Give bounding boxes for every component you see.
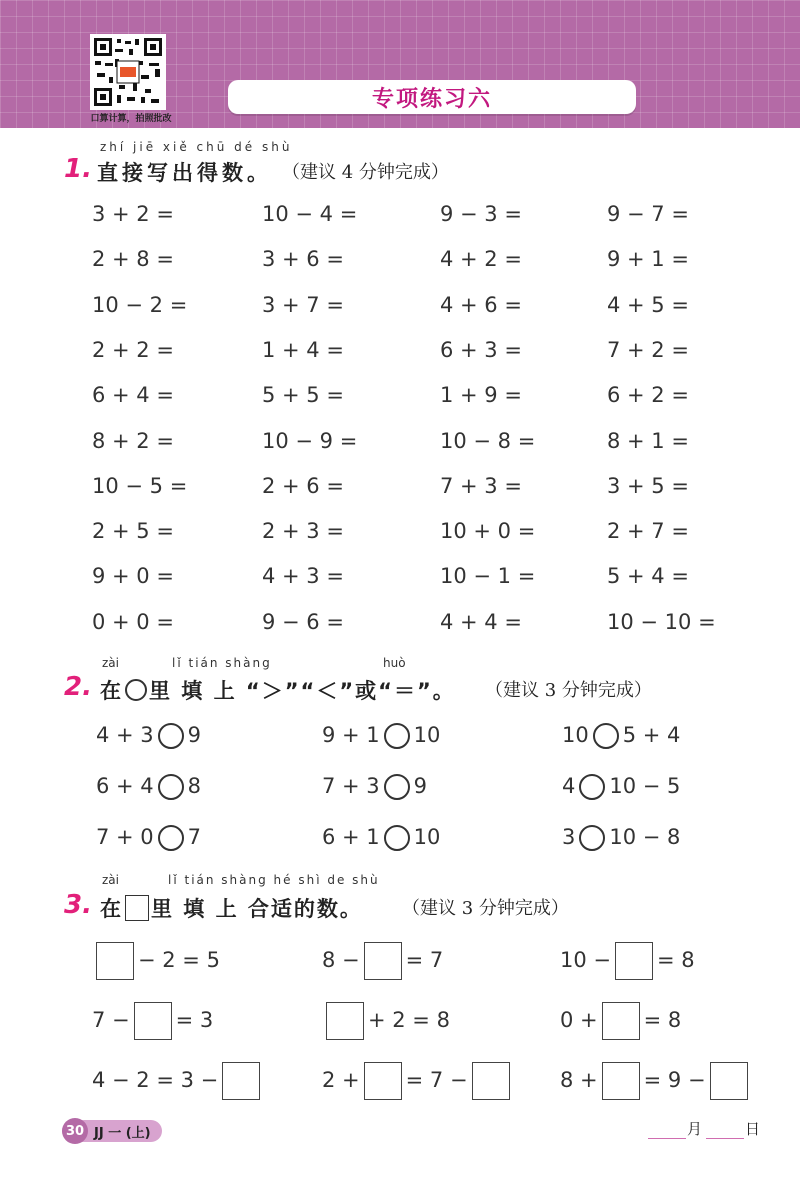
fill-text: = 9 − (643, 1068, 706, 1092)
equation[interactable]: 2 + 5 = (92, 519, 174, 543)
answer-circle[interactable] (158, 723, 184, 749)
equation[interactable]: 10 − 9 = (262, 429, 358, 453)
fill-item (322, 942, 443, 980)
qr-caption: 口算计算，拍照批改 (90, 114, 172, 124)
compare-right: 10 − 8 (609, 825, 681, 849)
equation[interactable]: 2 + 8 = (92, 247, 174, 271)
section2-title (100, 675, 456, 705)
page-number: 30 (62, 1118, 88, 1144)
answer-box[interactable] (710, 1062, 748, 1100)
box-symbol-icon (125, 895, 149, 921)
equation[interactable]: 9 + 0 = (92, 564, 174, 588)
month-line[interactable] (648, 1138, 686, 1139)
section2-number: 2. (64, 672, 92, 702)
compare-left: 3 (562, 825, 576, 849)
equation[interactable]: 4 + 3 = (262, 564, 344, 588)
book-code: JJ 一 (上) (94, 1126, 151, 1141)
section3-hint: （建议 3 分钟完成） (402, 898, 569, 919)
compare-right: 10 − 5 (609, 774, 681, 798)
equation[interactable]: 3 + 5 = (607, 474, 689, 498)
compare-item (96, 771, 201, 801)
fill-item (322, 1002, 450, 1040)
compare-right: 10 (413, 723, 441, 747)
section2-pinyin-huo: huò (383, 656, 406, 670)
equation[interactable]: 0 + 0 = (92, 610, 174, 634)
equation[interactable]: 9 − 3 = (440, 202, 522, 226)
compare-item (96, 720, 201, 750)
compare-item (322, 822, 440, 852)
compare-left: 7 + 0 (96, 825, 154, 849)
compare-item (562, 822, 680, 852)
equation[interactable]: 9 + 1 = (607, 247, 689, 271)
fill-item (560, 1002, 681, 1040)
compare-left: 6 + 1 (322, 825, 380, 849)
equation[interactable]: 2 + 2 = (92, 338, 174, 362)
answer-box[interactable] (602, 1002, 640, 1040)
page-title: 专项练习六 (371, 86, 492, 112)
compare-left: 6 + 4 (96, 774, 154, 798)
fill-item (560, 942, 695, 980)
fill-item (560, 1062, 752, 1100)
compare-right: 5 + 4 (622, 723, 681, 747)
title-banner (228, 80, 636, 114)
answer-circle[interactable] (384, 723, 410, 749)
day-line[interactable] (706, 1138, 744, 1139)
compare-right: 7 (187, 825, 202, 849)
answer-circle[interactable] (158, 774, 184, 800)
fill-item (92, 942, 220, 980)
title-rest: 里 填 上 合适的数。 (151, 897, 363, 921)
equation[interactable]: 3 + 2 = (92, 202, 174, 226)
section3-number: 3. (64, 890, 92, 920)
title-mid: 里 填 上 “＞”“＜” (149, 679, 356, 703)
equation[interactable]: 6 + 4 = (92, 383, 174, 407)
compare-item (322, 720, 440, 750)
section2-pinyin-zai: zài (102, 656, 119, 670)
answer-circle[interactable] (384, 774, 410, 800)
compare-right: 10 (413, 825, 441, 849)
equation[interactable]: 3 + 7 = (262, 293, 344, 317)
compare-left: 4 (562, 774, 576, 798)
equation[interactable]: 2 + 6 = (262, 474, 344, 498)
equation[interactable]: 8 + 1 = (607, 429, 689, 453)
month-label: 月 (687, 1120, 703, 1138)
fill-text: 7 − (92, 1008, 130, 1032)
equation[interactable]: 4 + 6 = (440, 293, 522, 317)
fill-item (92, 1002, 213, 1040)
equation[interactable]: 9 − 7 = (607, 202, 689, 226)
fill-text: 0 + (560, 1008, 598, 1032)
fill-text: = 3 (175, 1008, 214, 1032)
compare-item (322, 771, 427, 801)
compare-left: 4 + 3 (96, 723, 154, 747)
qr-code[interactable] (90, 34, 166, 110)
equation[interactable]: 3 + 6 = (262, 247, 344, 271)
equation[interactable]: 5 + 5 = (262, 383, 344, 407)
equation[interactable]: 10 − 1 = (440, 564, 536, 588)
answer-box[interactable] (472, 1062, 510, 1100)
fill-text: = 7 (405, 948, 444, 972)
title-char-huo: 或 (355, 679, 379, 703)
equation[interactable]: 10 − 10 = (607, 610, 716, 634)
answer-circle[interactable] (579, 825, 605, 851)
equation[interactable]: 2 + 3 = (262, 519, 344, 543)
compare-left: 10 (562, 723, 589, 747)
compare-item (96, 822, 201, 852)
fill-text: 4 − 2 = 3 − (92, 1068, 219, 1092)
section1-title: 直接写出得数。 (97, 161, 272, 185)
title-char-zai: 在 (100, 679, 123, 703)
equation[interactable]: 4 + 4 = (440, 610, 522, 634)
section2-hint: （建议 3 分钟完成） (485, 680, 652, 701)
equation[interactable]: 7 + 3 = (440, 474, 522, 498)
answer-box[interactable] (326, 1002, 364, 1040)
fill-item (92, 1062, 264, 1100)
equation[interactable]: 9 − 6 = (262, 610, 344, 634)
fill-item (322, 1062, 514, 1100)
fill-text: − 2 = 5 (138, 948, 220, 972)
fill-text: = 8 (657, 948, 695, 972)
compare-right: 9 (413, 774, 428, 798)
equation[interactable]: 10 − 2 = (92, 293, 188, 317)
equation[interactable]: 4 + 5 = (607, 293, 689, 317)
equation[interactable]: 10 + 0 = (440, 519, 536, 543)
equation[interactable]: 10 − 8 = (440, 429, 536, 453)
title-char-zai: 在 (100, 897, 123, 921)
equation[interactable]: 1 + 4 = (262, 338, 344, 362)
fill-text: = 7 − (405, 1068, 468, 1092)
compare-item (562, 720, 680, 750)
compare-left: 9 + 1 (322, 723, 380, 747)
fill-text: 8 − (322, 948, 360, 972)
equation[interactable]: 1 + 9 = (440, 383, 522, 407)
section1-number: 1. (64, 154, 92, 184)
section3-pinyin-rest: lǐ tián shàng hé shì de shù (168, 873, 380, 887)
answer-box[interactable] (222, 1062, 260, 1100)
answer-box[interactable] (96, 942, 134, 980)
fill-text: 8 + (560, 1068, 598, 1092)
equation[interactable]: 10 − 4 = (262, 202, 358, 226)
compare-right: 9 (187, 723, 202, 747)
equation[interactable]: 7 + 2 = (607, 338, 689, 362)
compare-item (562, 771, 680, 801)
equation[interactable]: 5 + 4 = (607, 564, 689, 588)
section1-pinyin: zhí jiē xiě chū dé shù (100, 140, 293, 154)
day-label: 日 (745, 1120, 761, 1138)
section3-title (100, 893, 363, 923)
fill-text: = 8 (643, 1008, 682, 1032)
answer-box[interactable] (602, 1062, 640, 1100)
equation[interactable]: 6 + 2 = (607, 383, 689, 407)
answer-circle[interactable] (593, 723, 619, 749)
answer-circle[interactable] (579, 774, 605, 800)
answer-box[interactable] (615, 942, 653, 980)
fill-text: 10 − (560, 948, 611, 972)
compare-right: 8 (187, 774, 202, 798)
answer-circle[interactable] (158, 825, 184, 851)
section3-pinyin-zai: zài (102, 873, 119, 887)
answer-box[interactable] (364, 942, 402, 980)
title-end: “＝”。 (378, 679, 456, 703)
compare-left: 7 + 3 (322, 774, 380, 798)
equation[interactable]: 10 − 5 = (92, 474, 188, 498)
equation[interactable]: 2 + 7 = (607, 519, 689, 543)
section1-hint: （建议 4 分钟完成） (282, 162, 449, 183)
fill-text: + 2 = 8 (368, 1008, 450, 1032)
circle-symbol-icon (125, 679, 147, 701)
answer-circle[interactable] (384, 825, 410, 851)
fill-text: 2 + (322, 1068, 360, 1092)
answer-box[interactable] (134, 1002, 172, 1040)
equation[interactable]: 6 + 3 = (440, 338, 522, 362)
equation[interactable]: 4 + 2 = (440, 247, 522, 271)
equation[interactable]: 8 + 2 = (92, 429, 174, 453)
section2-pinyin-li: lǐ tián shàng (172, 656, 272, 670)
answer-box[interactable] (364, 1062, 402, 1100)
